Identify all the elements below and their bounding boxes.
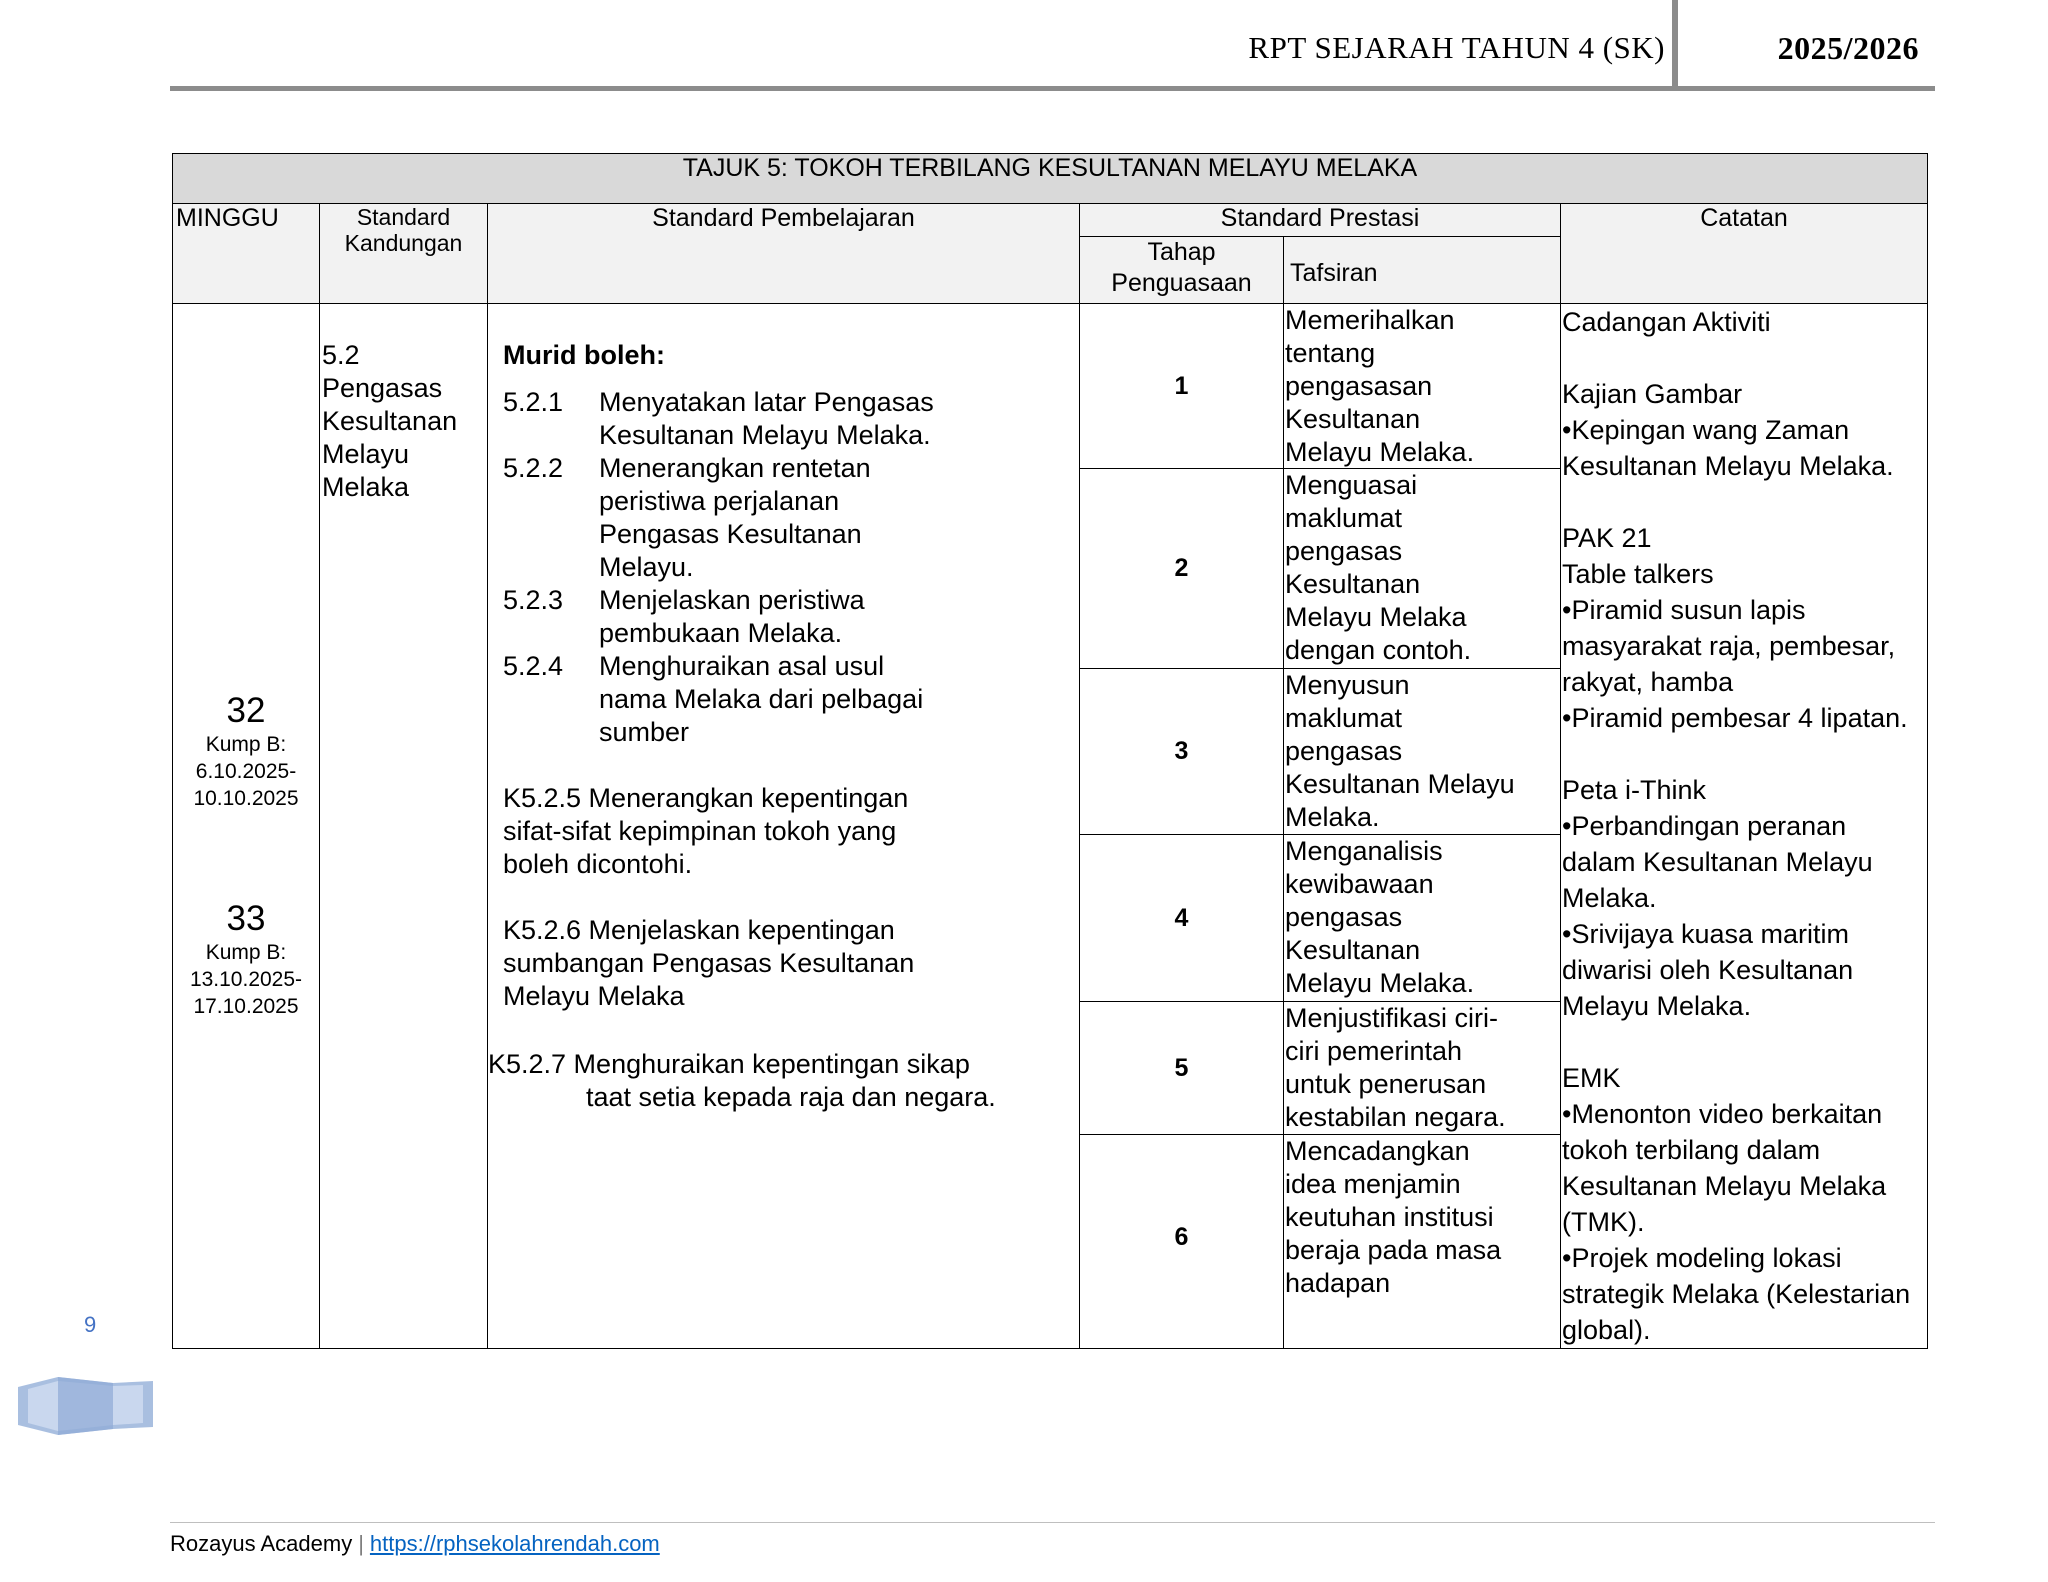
sk-line: 5.2	[322, 340, 360, 370]
text-line: K5.2.6 Menjelaskan kepentingan	[503, 915, 895, 945]
text-line: K5.2.5 Menerangkan kepentingan	[503, 783, 909, 813]
header-line: Tahap	[1147, 238, 1216, 266]
week-group: Kump B:	[205, 941, 287, 964]
learning-standard-number: 5.2.2	[503, 453, 564, 483]
week-date-start: 6.10.2025-	[195, 760, 297, 783]
footer-link[interactable]: https://rphsekolahrendah.com	[369, 1531, 660, 1556]
catatan-line: EMK	[1562, 1063, 1621, 1093]
page-tab-graphic	[18, 1377, 153, 1435]
text-line: Kesultanan Melayu Melaka.	[599, 420, 931, 450]
learning-standard-number: 5.2.4	[503, 651, 564, 681]
text-line: Mencadangkan	[1285, 1136, 1470, 1166]
column-header-standard-pembelajaran: Standard Pembelajaran	[488, 204, 1080, 304]
tahap-band	[1080, 469, 1283, 669]
catatan-line: Cadangan Aktiviti	[1562, 307, 1771, 337]
minggu-cell	[173, 304, 320, 1349]
learning-standard-text	[599, 584, 1059, 650]
tafsiran-band	[1284, 469, 1560, 669]
tafsiran-band	[1284, 1135, 1560, 1340]
text-line: Menguasai	[1285, 470, 1418, 500]
catatan-line: •Menonton video berkaitan	[1562, 1099, 1883, 1129]
week-date-end: 17.10.2025	[193, 995, 299, 1018]
tafsiran-cell	[1284, 304, 1561, 1349]
k-standard-item	[503, 782, 1063, 881]
text-line: dengan contoh.	[1285, 635, 1472, 665]
catatan-line: Melaka.	[1562, 883, 1657, 913]
tahap-penguasaan-cell	[1080, 304, 1284, 1349]
text-line: kestabilan negara.	[1285, 1102, 1506, 1132]
learning-standard-text	[599, 650, 1059, 749]
tahap-band	[1080, 1002, 1283, 1135]
catatan-line: •Piramid pembesar 4 lipatan.	[1562, 703, 1908, 733]
catatan-spacer	[1562, 1024, 1927, 1060]
learning-standard-text	[599, 386, 1059, 452]
learning-standard-number: 5.2.1	[503, 387, 564, 417]
catatan-line: diwarisi oleh Kesultanan	[1562, 955, 1854, 985]
text-line: boleh dicontohi.	[503, 849, 693, 879]
catatan-line: tokoh terbilang dalam	[1562, 1135, 1821, 1165]
week-block	[173, 691, 319, 812]
text-line: Melayu Melaka.	[1285, 437, 1475, 467]
week-block	[173, 899, 319, 1020]
page-footer	[170, 1522, 1935, 1557]
text-line: idea menjamin	[1285, 1169, 1461, 1199]
catatan-line: Melayu Melaka.	[1562, 991, 1752, 1021]
tahap-level: 6	[1174, 1223, 1189, 1251]
catatan-line: •Piramid susun lapis	[1562, 595, 1806, 625]
text-line: keutuhan institusi	[1285, 1202, 1494, 1232]
standard-kandungan-cell	[320, 304, 488, 1349]
week-date-start: 13.10.2025-	[189, 968, 303, 991]
tahap-band	[1080, 835, 1283, 1002]
tahap-level: 5	[1174, 1053, 1189, 1082]
catatan-spacer	[1562, 484, 1927, 520]
text-line: Menerangkan rentetan	[599, 453, 871, 483]
sp-intro: Murid boleh:	[503, 340, 665, 370]
column-header-tafsiran: Tafsiran	[1284, 237, 1561, 304]
text-line: pengasasan	[1285, 371, 1433, 401]
column-header-minggu: MINGGU	[173, 204, 320, 304]
text-line: ciri pemerintah	[1285, 1036, 1463, 1066]
k-standard-item	[503, 914, 1063, 1013]
text-line: kewibawaan	[1285, 869, 1434, 899]
text-line: Menjelaskan peristiwa	[599, 585, 865, 615]
catatan-line: (TMK).	[1562, 1207, 1645, 1237]
document-year: 2025/2026	[1777, 30, 1919, 66]
text-line: nama Melaka dari pelbagai	[599, 684, 924, 714]
catatan-line: global).	[1562, 1315, 1651, 1345]
tahap-level: 3	[1174, 737, 1189, 765]
page-header	[170, 0, 1935, 91]
tahap-level: 2	[1174, 554, 1189, 582]
text-line: pengasas	[1285, 902, 1403, 932]
catatan-line: •Projek modeling lokasi	[1562, 1243, 1842, 1273]
column-header-tahap-penguasaan	[1080, 237, 1284, 304]
catatan-spacer	[1562, 736, 1927, 772]
tafsiran-band	[1284, 304, 1560, 469]
text-line: pengasas	[1285, 536, 1403, 566]
catatan-line: Kesultanan Melayu Melaka.	[1562, 451, 1894, 481]
week-number: 33	[226, 899, 266, 938]
text-line: sumbangan Pengasas Kesultanan	[503, 948, 915, 978]
header-line: Penguasaan	[1111, 269, 1252, 297]
text-line: maklumat	[1285, 703, 1403, 733]
text-line: Kesultanan	[1285, 935, 1421, 965]
catatan-line: strategik Melaka (Kelestarian	[1562, 1279, 1911, 1309]
header-line: Kandungan	[344, 230, 463, 256]
text-line: taat setia kepada raja dan negara.	[586, 1082, 996, 1112]
text-line: tentang	[1285, 338, 1376, 368]
page-number: 9	[84, 1312, 97, 1337]
text-line: hadapan	[1285, 1268, 1391, 1298]
text-line: Menganalisis	[1285, 836, 1443, 866]
column-header-standard-prestasi: Standard Prestasi	[1080, 204, 1561, 237]
catatan-line: Kesultanan Melayu Melaka	[1562, 1171, 1887, 1201]
catatan-spacer	[1562, 340, 1927, 376]
text-line: sumber	[599, 717, 690, 747]
text-line: Menyusun	[1285, 670, 1410, 700]
standard-pembelajaran-cell	[488, 304, 1080, 1349]
k-standard-item	[488, 1048, 1068, 1114]
text-line: Melayu.	[599, 552, 694, 582]
tahap-level: 1	[1174, 371, 1189, 400]
text-line: Menghuraikan asal usul	[599, 651, 885, 681]
text-line: untuk penerusan	[1285, 1069, 1487, 1099]
header-divider	[1672, 0, 1678, 86]
text-line: beraja pada masa	[1285, 1235, 1502, 1265]
catatan-line: masyarakat raja, pembesar,	[1562, 631, 1896, 661]
tahap-band	[1080, 304, 1283, 469]
text-line: K5.2.7 Menghuraikan kepentingan sikap	[488, 1049, 970, 1079]
text-line: pengasas	[1285, 736, 1403, 766]
sk-line: Melayu	[322, 439, 410, 469]
sk-line: Pengasas	[322, 373, 443, 403]
learning-standard-number: 5.2.3	[503, 585, 564, 615]
catatan-line: Table talkers	[1562, 559, 1714, 589]
text-line: Menyatakan latar Pengasas	[599, 387, 934, 417]
catatan-line: Peta i-Think	[1562, 775, 1707, 805]
column-header-standard-kandungan	[320, 204, 488, 304]
text-line: Menjustifikasi ciri-	[1285, 1003, 1499, 1033]
text-line: maklumat	[1285, 503, 1403, 533]
text-line: Melaka.	[1285, 802, 1380, 832]
catatan-line: •Perbandingan peranan	[1562, 811, 1847, 841]
tahap-level: 4	[1174, 903, 1189, 932]
tafsiran-band	[1284, 1002, 1560, 1135]
text-line: Melayu Melaka	[1285, 602, 1467, 632]
text-line: sifat-sifat kepimpinan tokoh yang	[503, 816, 897, 846]
footer-brand: Rozayus Academy	[170, 1531, 353, 1556]
text-line: Kesultanan	[1285, 569, 1421, 599]
topic-title: TAJUK 5: TOKOH TERBILANG KESULTANAN MELAYU MELAKA	[173, 154, 1928, 204]
text-line: Kesultanan Melayu	[1285, 769, 1515, 799]
sk-line: Kesultanan	[322, 406, 458, 436]
tahap-band	[1080, 669, 1283, 835]
tafsiran-band	[1284, 669, 1560, 835]
tahap-band	[1080, 1135, 1283, 1340]
rpt-table	[172, 153, 1928, 1349]
footer-separator: |	[358, 1531, 364, 1556]
catatan-line: PAK 21	[1562, 523, 1652, 553]
text-line: Kesultanan	[1285, 404, 1421, 434]
text-line: Pengasas Kesultanan	[599, 519, 862, 549]
text-line: peristiwa perjalanan	[599, 486, 840, 516]
text-line: Melayu Melaka.	[1285, 968, 1475, 998]
catatan-line: Kajian Gambar	[1562, 379, 1743, 409]
catatan-line: dalam Kesultanan Melayu	[1562, 847, 1873, 877]
catatan-line: •Srivijaya kuasa maritim	[1562, 919, 1850, 949]
week-date-end: 10.10.2025	[193, 787, 299, 810]
text-line: Melayu Melaka	[503, 981, 685, 1011]
week-group: Kump B:	[205, 733, 287, 756]
tafsiran-band	[1284, 835, 1560, 1002]
text-line: pembukaan Melaka.	[599, 618, 843, 648]
sk-line: Melaka	[322, 472, 410, 502]
catatan-cell	[1561, 304, 1928, 1349]
header-line: Standard	[356, 204, 451, 230]
catatan-line: •Kepingan wang Zaman	[1562, 415, 1850, 445]
learning-standard-text	[599, 452, 1059, 584]
catatan-line: rakyat, hamba	[1562, 667, 1734, 697]
week-number: 32	[226, 691, 266, 730]
document-title: RPT SEJARAH TAHUN 4 (SK)	[1248, 30, 1665, 65]
text-line: Memerihalkan	[1285, 305, 1455, 335]
column-header-catatan: Catatan	[1561, 204, 1928, 304]
